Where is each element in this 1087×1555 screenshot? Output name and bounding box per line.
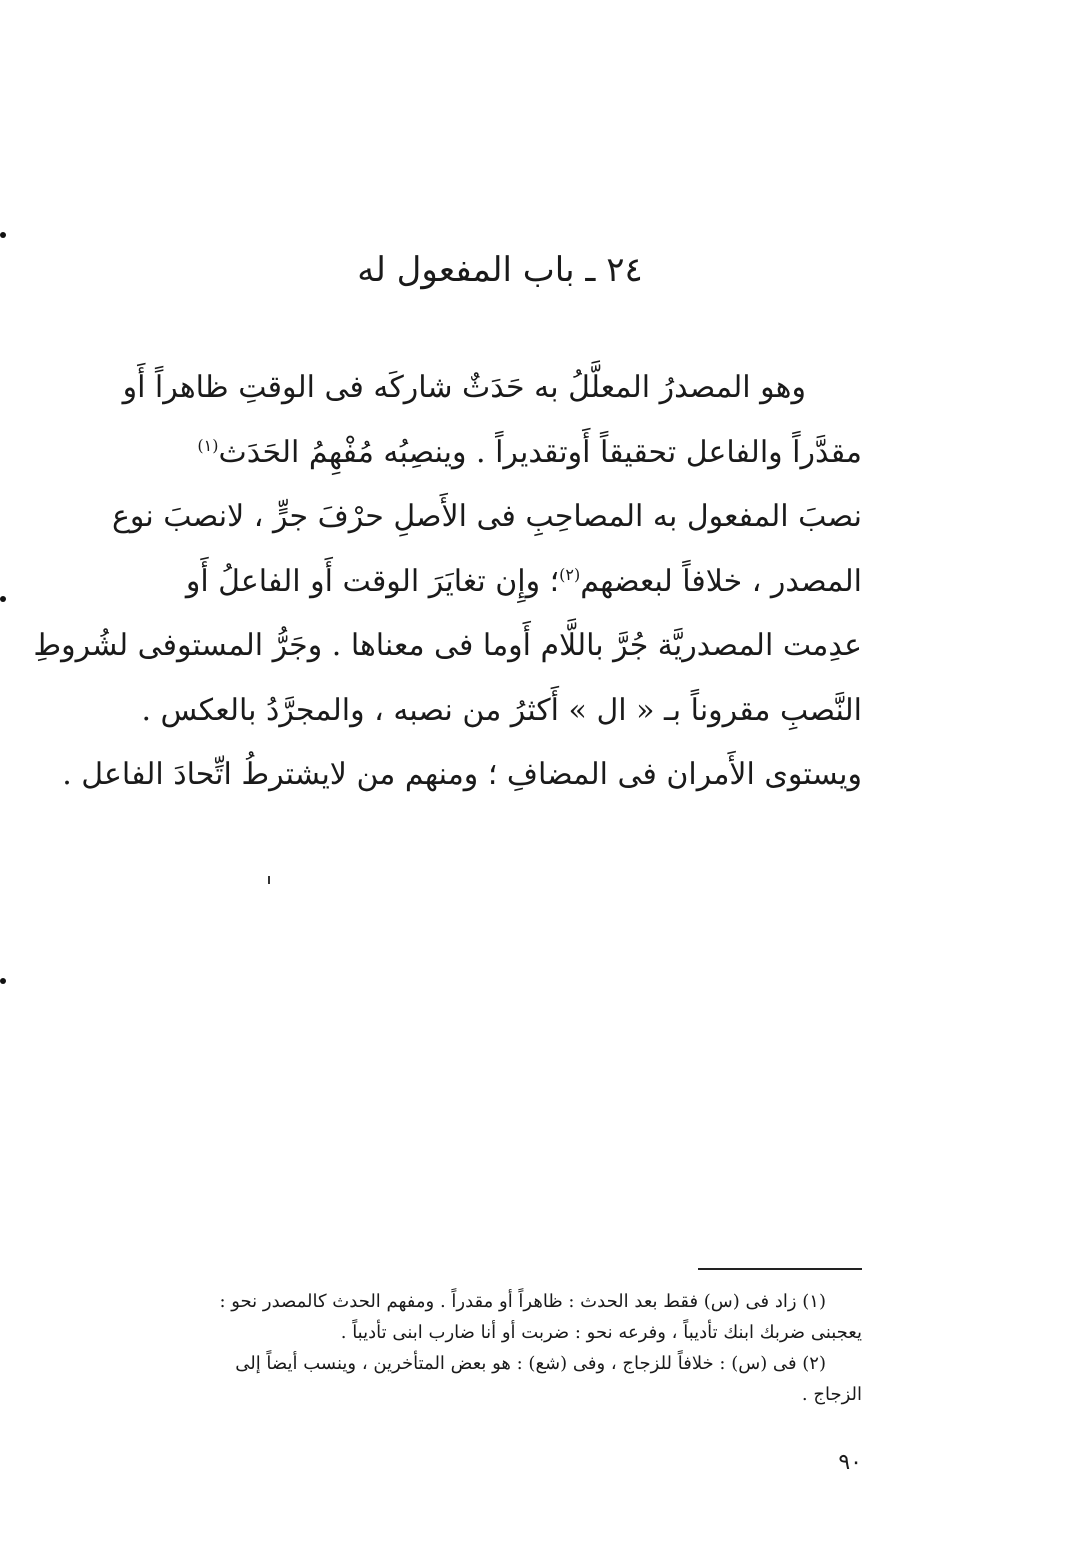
scan-edge-mark — [0, 978, 6, 984]
body-line-text: المصدر ، خلافاً لبعضهم — [580, 563, 862, 599]
scan-edge-mark — [0, 232, 6, 238]
body-line-text: ؛ وإِن تغايَرَ الوقت أَو الفاعلُ أَو — [185, 563, 560, 599]
body-line — [128, 550, 862, 615]
page-number: ٩٠ — [838, 1450, 862, 1475]
scan-speck — [268, 876, 270, 884]
footnote-separator — [698, 1268, 862, 1270]
footnote-line: (١) زاد فى (س) فقط بعد الحدث : ظاهراً أو مقدراً . ومفهم الحدث كالمصدر نحو : — [219, 1291, 826, 1312]
body-text — [33, 356, 862, 808]
body-line: وهو المصدرُ المعلَّلُ به حَدَثٌ شاركَه فى الوقتِ ظاهراً أَو — [122, 370, 806, 405]
body-line-text: مقدَّراً والفاعل تحقيقاً أَوتقديراً . وينصِبُه مُفْهِمُ الحَدَث — [218, 434, 862, 470]
footnotes — [128, 1286, 862, 1410]
body-line — [128, 421, 862, 486]
chapter-title: ٢٤ ـ باب المفعول له — [357, 250, 643, 290]
body-line: عدِمت المصدريَّة جُرَّ باللَّام أَوما فى معناها . وجَرُّ المستوفى لشُروطِ — [33, 628, 862, 663]
body-line: ويستوى الأَمران فى المضافِ ؛ ومنهم من لايشترطُ اتِّحادَ الفاعل . — [62, 757, 862, 792]
scan-edge-mark — [0, 596, 6, 602]
footnote-line: يعجبنى ضربك ابنك تأديباً ، وفرعه نحو : ضربت أو أنا ضارب ابنى تأديباً . — [340, 1322, 862, 1343]
footnote-ref[interactable]: (١) — [197, 435, 219, 455]
body-line: نصبَ المفعول به المصاحِبِ فى الأَصلِ حرْفَ جرٍّ ، لانصبَ نوع — [112, 499, 862, 534]
footnote-line: الزجاج . — [801, 1384, 862, 1405]
footnote-ref[interactable]: (٢) — [559, 564, 581, 584]
body-line: النَّصبِ مقروناً بـ « ال » أَكثرُ من نصبه ، والمجرَّدُ بالعكس . — [141, 692, 862, 728]
footnote-line: (٢) فى (س) : خلافاً للزجاج ، وفى (شع) : هو بعض المتأخرين ، وينسب أيضاً إلى — [235, 1353, 826, 1374]
